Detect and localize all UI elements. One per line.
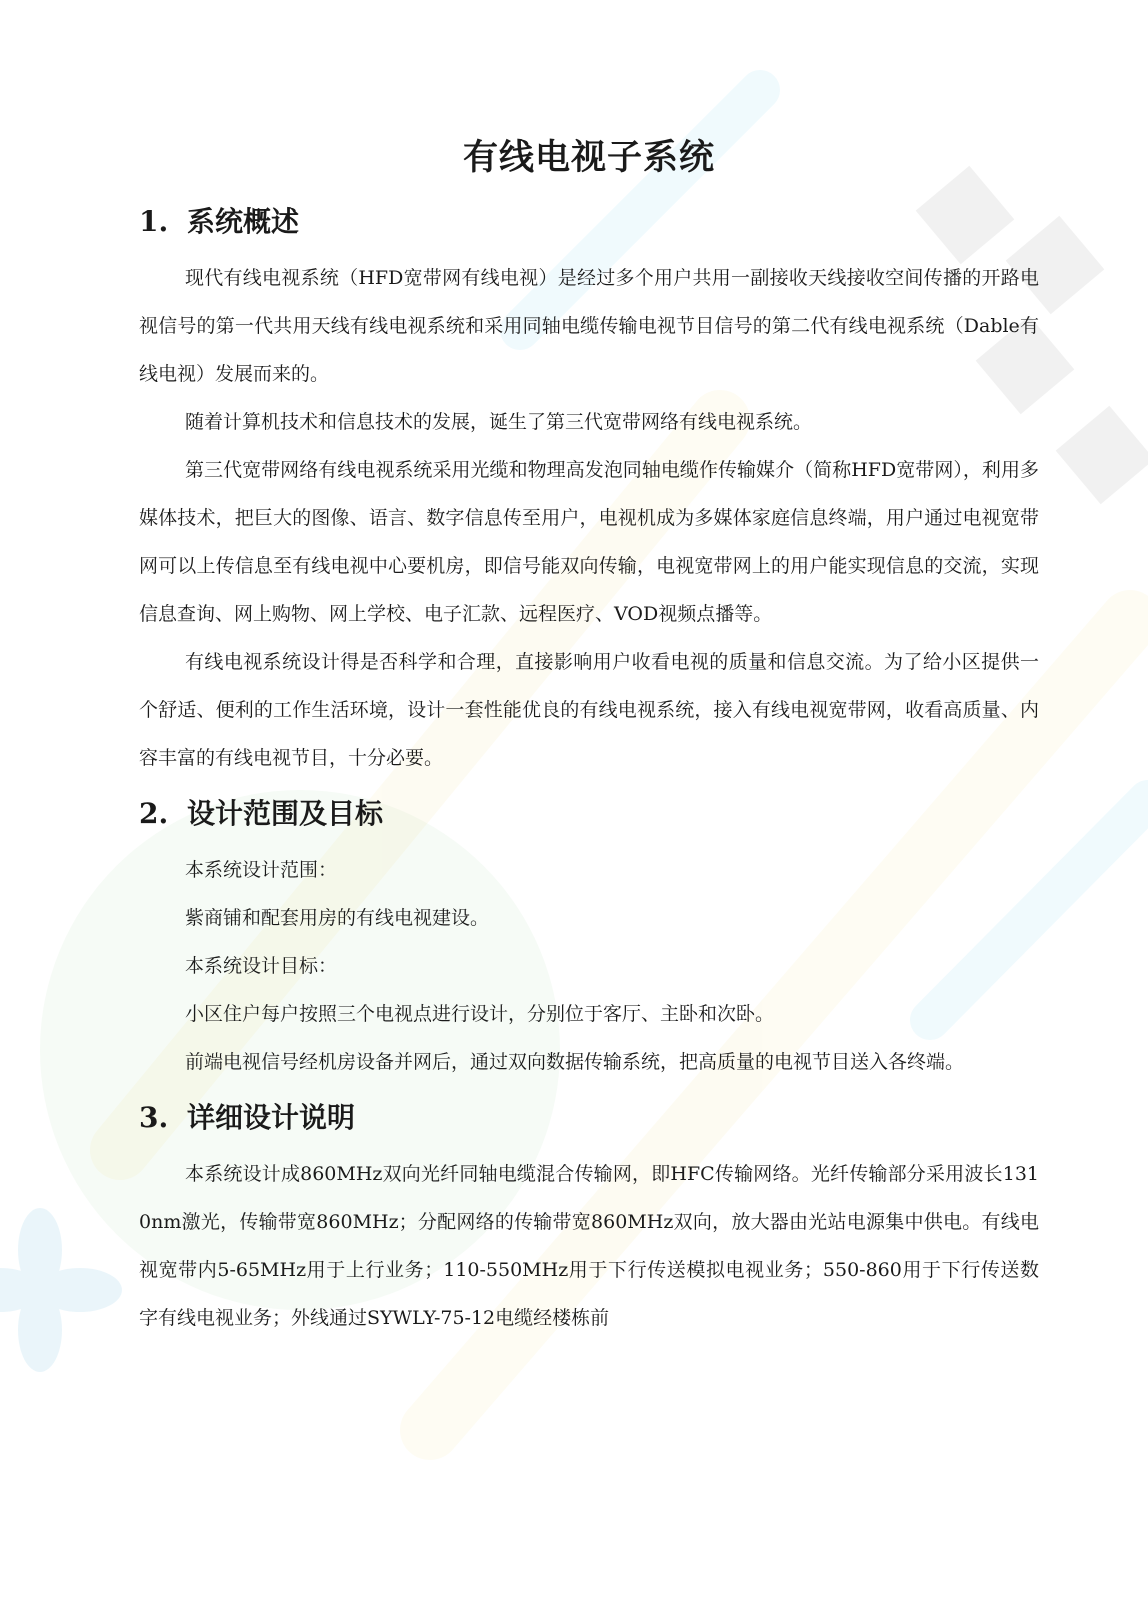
paragraph: 前端电视信号经机房设备并网后，通过双向数据传输系统，把高质量的电视节目送入各终端。: [185, 1051, 965, 1073]
paragraph: 第三代宽带网络有线电视系统采用光缆和物理高发泡同轴电缆作传输媒介（简称HFD宽带网），利用多媒体技术，把巨大的图像、语言、数字信息传至用户，电视机成为多媒体家庭信息终端，用户通过电视宽带网可以上传信息至有线电视中心要机房，即信号能双向传输，电视宽带网上的用户能实现信息的交流，实现信息查询、网上购物、网上学校、电子汇款、远程医疗、VOD视频点播等。: [139, 459, 1039, 625]
section-number: 2.: [139, 797, 169, 830]
paragraph: 本系统设计成860MHz双向光纤同轴电缆混合传输网，即HFC传输网络。光纤传输部分采用波长1310nm激光，传输带宽860MHz；分配网络的传输带宽860MHz双向，放大器由光站电源集中供电。有线电视宽带内5-65MHz用于上行业务；110-550MHz用于下行传送模拟电视业务；550-860用于下行传送数字有线电视业务；外线通过SYWLY-75-12电缆经楼栋前: [139, 1163, 1039, 1329]
section-heading: [139, 198, 1039, 246]
section-title: 设计范围及目标: [187, 797, 384, 830]
section-number: 1.: [139, 205, 169, 238]
paragraph: 本系统设计范围：: [185, 859, 338, 881]
section-title: 系统概述: [187, 205, 300, 238]
section-heading: [139, 790, 1039, 838]
paragraph: 现代有线电视系统（HFD宽带网有线电视）是经过多个用户共用一副接收天线接收空间传播的开路电视信号的第一代共用天线有线电视系统和采用同轴电缆传输电视节目信号的第二代有线电视系统（Dable有线电视）发展而来的。: [139, 267, 1039, 385]
paragraph: 本系统设计目标：: [185, 955, 338, 977]
section-number: 3.: [139, 1101, 169, 1134]
document-title: 有线电视子系统: [462, 138, 715, 178]
section-overview: [139, 198, 1039, 782]
section-title: 详细设计说明: [187, 1101, 356, 1134]
paragraph: 有线电视系统设计得是否科学和合理，直接影响用户收看电视的质量和信息交流。为了给小区提供一个舒适、便利的工作生活环境，设计一套性能优良的有线电视系统，接入有线电视宽带网，收看高质量、内容丰富的有线电视节目，十分必要。: [139, 651, 1039, 769]
section-heading: [139, 1094, 1039, 1142]
paragraph: 小区住户每户按照三个电视点进行设计，分别位于客厅、主卧和次卧。: [185, 1003, 775, 1025]
watermark-flower-icon: [0, 1208, 122, 1372]
paragraph: 紫商铺和配套用房的有线电视建设。: [185, 907, 490, 929]
paragraph: 随着计算机技术和信息技术的发展，诞生了第三代宽带网络有线电视系统。: [185, 411, 813, 433]
section-detailed-design: [139, 1094, 1039, 1342]
document-page: [139, 128, 1039, 1342]
section-scope-and-goals: [139, 790, 1039, 1086]
